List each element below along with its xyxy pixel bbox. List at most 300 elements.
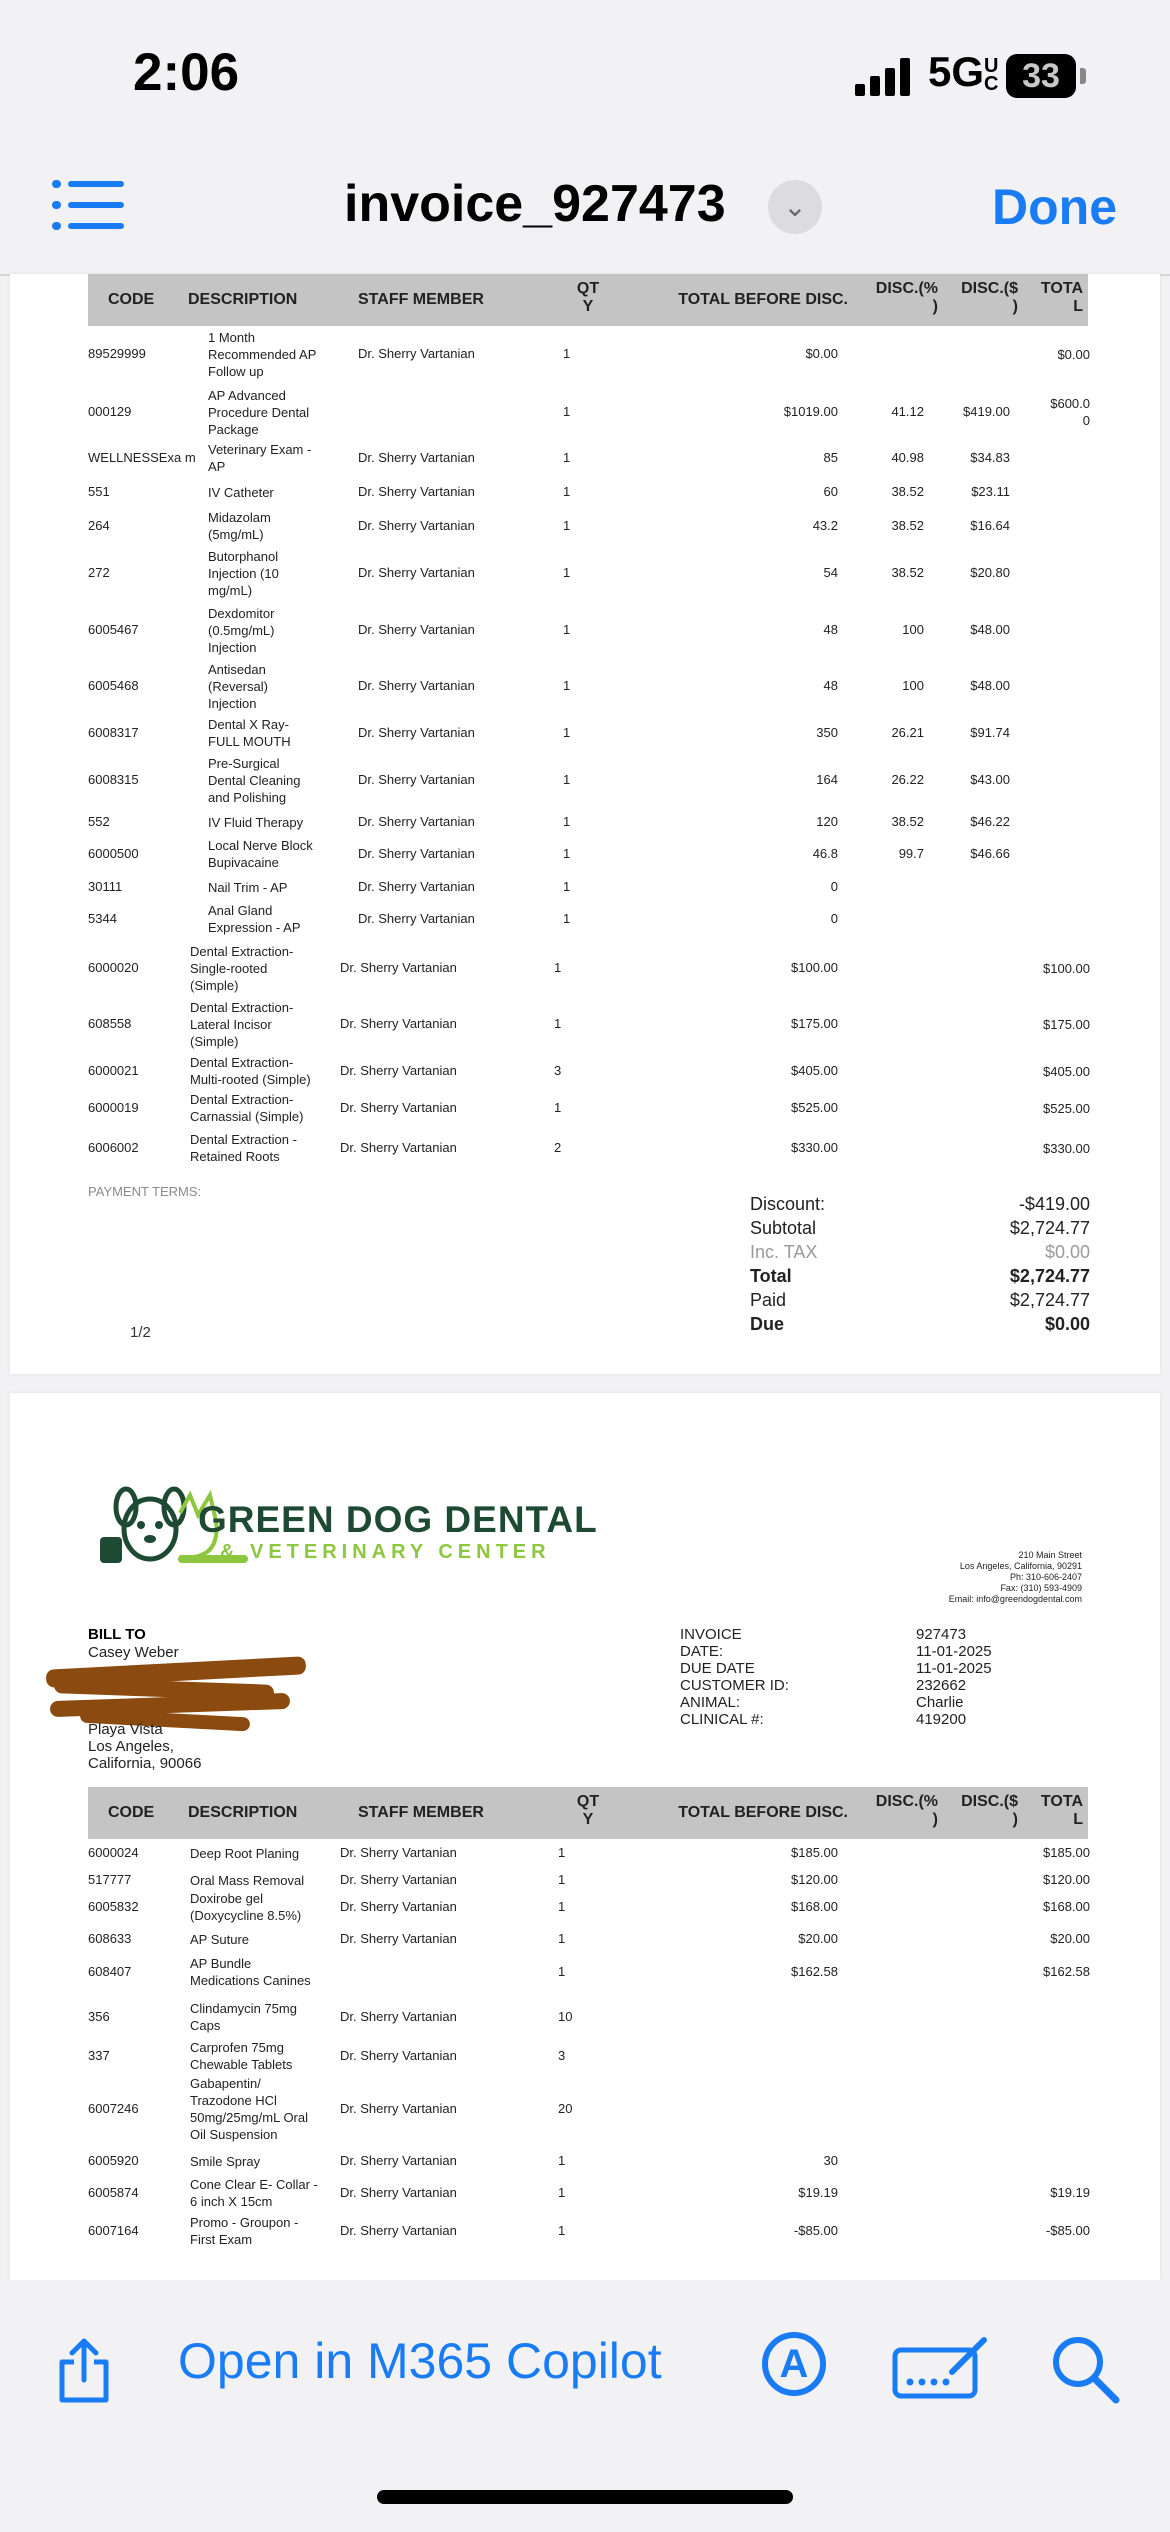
document-title[interactable]: invoice_927473 <box>344 175 726 233</box>
cell-description: Dental X Ray- <box>208 717 289 732</box>
nav-bar <box>0 140 1170 276</box>
search-icon[interactable] <box>1050 2334 1120 2404</box>
invoice-info-value: Charlie <box>916 1694 964 1711</box>
cell-description: IV Fluid Therapy <box>208 814 304 830</box>
summary-value: $0.00 <box>1044 1242 1090 1262</box>
invoice-info-label: ANIMAL: <box>680 1694 741 1711</box>
cell-description: Retained Roots <box>190 1149 280 1164</box>
cell-description: Dental Extraction- <box>190 999 294 1015</box>
cell-qty: 1 <box>563 772 571 787</box>
cell-code: 608633 <box>88 1931 132 1946</box>
cell-code: 6005874 <box>88 2185 139 2200</box>
cell-total-before: 120 <box>816 814 838 829</box>
summary-label: Total <box>750 1266 792 1286</box>
battery-tip <box>1080 68 1086 84</box>
cell-disc-pct: 41.12 <box>891 404 924 419</box>
cell-code: 6000021 <box>88 1063 139 1078</box>
cell-total-before: 164 <box>816 772 838 787</box>
cell-staff: Dr. Sherry Vartanian <box>358 879 475 894</box>
cell-disc-amt: $91.74 <box>970 725 1010 740</box>
header-disc-amt: DISC.($ <box>961 1793 1018 1810</box>
cell-total-before: $0.00 <box>805 346 838 361</box>
cell-description: Anal Gland <box>208 903 273 918</box>
invoice-info-value: 927473 <box>916 1626 967 1643</box>
cell-total-before: 350 <box>816 725 838 740</box>
header-qty: Y <box>582 298 594 315</box>
cell-description: Gabapentin/ <box>190 2076 261 2091</box>
cell-disc-pct: 38.52 <box>891 484 924 499</box>
home-indicator[interactable] <box>377 2490 793 2504</box>
cell-total-before: $100.00 <box>791 960 838 975</box>
cell-description: Package <box>208 421 259 437</box>
cell-total: $168.00 <box>1043 1899 1090 1914</box>
cell-description: Clindamycin 75mg <box>190 2001 297 2016</box>
summary-label: Inc. TAX <box>750 1242 818 1262</box>
cell-total: $100.00 <box>1043 960 1090 976</box>
payment-terms: PAYMENT TERMS: <box>88 1184 202 1199</box>
cell-description: (Doxycycline 8.5%) <box>190 1908 302 1923</box>
header-qty: QT <box>576 1793 600 1810</box>
cell-code: 6005468 <box>88 678 139 693</box>
cell-description: Dental Extraction - <box>190 1132 297 1147</box>
cell-code: 551 <box>88 484 110 499</box>
cell-staff: Dr. Sherry Vartanian <box>358 484 475 499</box>
cell-description: Pre-Surgical <box>208 755 280 771</box>
cell-staff: Dr. Sherry Vartanian <box>340 1845 457 1860</box>
cell-description: Dental Extraction- <box>190 1055 294 1070</box>
cell-total-before: 0 <box>830 911 838 926</box>
cell-total-before: -$85.00 <box>793 2223 838 2238</box>
cell-staff: Dr. Sherry Vartanian <box>358 518 475 533</box>
cell-total-before: $168.00 <box>791 1899 838 1914</box>
cell-description: Lateral Incisor <box>190 1016 272 1032</box>
cell-qty: 1 <box>563 725 571 740</box>
summary-value: -$419.00 <box>1018 1194 1090 1214</box>
cell-total-before: $185.00 <box>791 1845 838 1860</box>
cell-code: 272 <box>88 565 110 580</box>
cell-staff: Dr. Sherry Vartanian <box>358 346 475 361</box>
cell-qty: 1 <box>558 1845 566 1860</box>
cell-description: Promo - Groupon - <box>190 2215 299 2230</box>
cell-total: $120.00 <box>1043 1872 1090 1887</box>
cell-description: and Polishing <box>208 789 287 805</box>
cell-staff: Dr. Sherry Vartanian <box>358 772 475 787</box>
header-total: L <box>1073 1811 1083 1828</box>
cell-qty: 1 <box>563 622 571 637</box>
cell-staff: Dr. Sherry Vartanian <box>358 622 475 637</box>
cell-total: $20.00 <box>1050 1931 1090 1946</box>
cell-qty: 10 <box>558 2009 573 2024</box>
cell-qty: 1 <box>563 346 571 361</box>
cell-qty: 1 <box>563 879 571 894</box>
status-time: 2:06 <box>133 43 240 102</box>
cell-total: $162.58 <box>1043 1964 1090 1979</box>
summary-label: Paid <box>750 1290 787 1310</box>
cell-description: Doxirobe gel <box>190 1891 263 1906</box>
cell-code: 337 <box>88 2048 110 2063</box>
header-total: L <box>1073 298 1083 315</box>
header-disc-amt: DISC.($ <box>961 280 1018 297</box>
done-button[interactable]: Done <box>992 179 1117 235</box>
cell-qty: 1 <box>563 450 571 465</box>
clinic-subtitle: & VETERINARY CENTER <box>220 1541 551 1563</box>
cell-staff: Dr. Sherry Vartanian <box>358 725 475 740</box>
cell-total-before: $162.58 <box>791 1964 838 1979</box>
cell-code: 89529999 <box>88 346 146 361</box>
share-icon[interactable] <box>56 2338 112 2404</box>
cell-description: Deep Root Planing <box>190 1845 300 1861</box>
cell-disc-pct: 100 <box>902 622 924 637</box>
cell-code: 6006002 <box>88 1140 139 1155</box>
cell-staff: Dr. Sherry Vartanian <box>358 565 475 580</box>
clinic-address-line: Fax: (310) 593-4909 <box>1000 1583 1082 1593</box>
cell-qty: 1 <box>558 1931 566 1946</box>
cell-disc-pct: 99.7 <box>898 846 924 861</box>
cell-code: 608407 <box>88 1964 132 1979</box>
cell-qty: 1 <box>554 1100 562 1115</box>
cell-description: Caps <box>190 2018 221 2033</box>
cell-total-before: 54 <box>823 565 838 580</box>
cell-code: 517777 <box>88 1872 132 1887</box>
cell-description: Local Nerve Block <box>208 838 313 853</box>
cell-total: $175.00 <box>1043 1016 1090 1032</box>
chevron-down-icon[interactable]: ⌄ <box>768 180 822 234</box>
cell-total-before: $405.00 <box>791 1063 838 1078</box>
cell-code: 5344 <box>88 911 117 926</box>
list-icon[interactable] <box>52 180 124 230</box>
cell-total-before: 46.8 <box>812 846 838 861</box>
cell-description: 6 inch X 15cm <box>190 2194 273 2209</box>
cell-staff: Dr. Sherry Vartanian <box>340 2223 457 2238</box>
cell-total-before: $330.00 <box>791 1140 838 1155</box>
cell-code: 6007246 <box>88 2101 139 2116</box>
cell-disc-amt: $46.22 <box>970 814 1010 829</box>
cell-description: Follow up <box>208 363 264 379</box>
cell-description: AP Suture <box>190 1931 250 1947</box>
bill-to-line: Playa Vista <box>88 1721 163 1738</box>
cell-description: Carprofen 75mg <box>190 2040 284 2055</box>
cell-staff: Dr. Sherry Vartanian <box>340 1100 457 1115</box>
cell-code: 6007164 <box>88 2223 139 2238</box>
cell-description: Injection <box>208 639 257 655</box>
cell-staff: Dr. Sherry Vartanian <box>358 678 475 693</box>
bill-to-heading: BILL TO <box>88 1626 146 1643</box>
invoice-info-label: CLINICAL #: <box>680 1711 764 1728</box>
cell-qty: 1 <box>563 565 571 580</box>
header-total-before: TOTAL BEFORE DISC. <box>678 1804 848 1821</box>
cell-qty: 1 <box>563 678 571 693</box>
clinic-address-line: Los Angeles, California, 90291 <box>959 1561 1082 1571</box>
clinic-address-line: Ph: 310-606-2407 <box>1009 1572 1082 1582</box>
cell-description: Oil Suspension <box>190 2127 278 2142</box>
cell-description: AP Advanced <box>208 387 286 403</box>
cell-description: (5mg/mL) <box>208 527 264 542</box>
cell-staff: Dr. Sherry Vartanian <box>340 1140 457 1155</box>
header-code: CODE <box>108 1804 155 1821</box>
cell-description: Multi-rooted (Simple) <box>190 1072 311 1087</box>
cell-total: $330.00 <box>1043 1140 1090 1156</box>
cell-qty: 20 <box>558 2101 573 2116</box>
cell-staff: Dr. Sherry Vartanian <box>340 2153 457 2168</box>
cell-staff: Dr. Sherry Vartanian <box>358 846 475 861</box>
cell-description: Single-rooted <box>190 960 268 976</box>
network-sub: UC <box>984 54 999 95</box>
cell-description: Recommended AP <box>208 346 317 362</box>
cell-description: FULL MOUTH <box>208 734 291 749</box>
cell-disc-amt: $23.11 <box>971 484 1010 499</box>
cell-total: -$85.00 <box>1045 2223 1090 2238</box>
cell-total-before: $1019.00 <box>783 404 838 419</box>
cell-description: First Exam <box>190 2232 253 2247</box>
header-qty: Y <box>582 1811 594 1828</box>
cell-code: 6008317 <box>88 725 139 740</box>
cell-total-before: $20.00 <box>798 1931 838 1946</box>
cell-total: $405.00 <box>1043 1063 1090 1079</box>
bill-to-line: California, 90066 <box>88 1755 202 1772</box>
cell-total-before: 48 <box>823 678 838 693</box>
cell-code: 000129 <box>88 404 132 419</box>
cell-total-before: 30 <box>823 2153 838 2168</box>
cell-total: $185.00 <box>1043 1845 1090 1860</box>
header-qty: QT <box>576 280 600 297</box>
cell-description: Trazodone HCl <box>190 2093 277 2108</box>
table-header <box>88 274 1088 326</box>
cell-qty: 1 <box>558 1964 566 1979</box>
cell-disc-pct: 38.52 <box>891 518 924 533</box>
battery-icon: 33 <box>1006 54 1076 98</box>
summary-value: $0.00 <box>1044 1314 1090 1334</box>
cell-disc-amt: $20.80 <box>970 565 1010 580</box>
cell-total: $525.00 <box>1043 1100 1090 1116</box>
cell-description: Dental Extraction- <box>190 1092 294 1107</box>
cell-qty: 1 <box>563 484 571 499</box>
cell-disc-pct: 38.52 <box>891 814 924 829</box>
cell-total: 0 <box>1082 413 1090 428</box>
cell-code: 6005832 <box>88 1899 139 1914</box>
cell-code: 6000500 <box>88 846 139 861</box>
cell-disc-pct: 100 <box>902 678 924 693</box>
cell-total-before: 85 <box>823 450 838 465</box>
cell-total-before: 48 <box>823 622 838 637</box>
cell-qty: 1 <box>563 846 571 861</box>
cell-description: Expression - AP <box>208 920 301 935</box>
header-disc-pct: DISC.(% <box>875 280 938 297</box>
invoice-page-1 <box>10 274 1160 1374</box>
cell-description: Butorphanol <box>208 548 279 564</box>
cell-staff: Dr. Sherry Vartanian <box>340 2101 457 2116</box>
cell-total: $0.00 <box>1057 346 1090 362</box>
header-code: CODE <box>108 291 155 308</box>
cell-disc-amt: $34.83 <box>970 450 1010 465</box>
header-staff: STAFF MEMBER <box>358 291 484 308</box>
invoice-info-value: 232662 <box>916 1677 967 1694</box>
cell-description: mg/mL) <box>208 582 253 598</box>
cell-total-before: 43.2 <box>812 518 838 533</box>
cell-description: (0.5mg/mL) <box>208 622 275 638</box>
summary-value: $2,724.77 <box>1009 1266 1090 1286</box>
cell-description: Oral Mass Removal <box>190 1872 305 1888</box>
invoice-page-2 <box>10 1393 1160 2280</box>
cell-description: Nail Trim - AP <box>208 879 288 895</box>
header-disc-pct: DISC.(% <box>875 1793 938 1810</box>
header-staff: STAFF MEMBER <box>358 1804 484 1821</box>
cell-code: 6000020 <box>88 960 139 975</box>
clinic-address <box>949 1550 1082 1605</box>
header-disc-amt: ) <box>1012 1811 1018 1828</box>
clinic-address-line: Email: info@greendogdental.com <box>948 1594 1082 1604</box>
invoice-info-value: 419200 <box>916 1711 967 1728</box>
cell-description: 1 Month <box>208 329 255 345</box>
cell-description: Bupivacaine <box>208 855 279 870</box>
cell-disc-amt: $46.66 <box>970 846 1010 861</box>
cell-disc-amt: $48.00 <box>970 622 1010 637</box>
clinic-address-line: 210 Main Street <box>1018 1550 1082 1560</box>
bill-to-name: Casey Weber <box>88 1644 179 1661</box>
summary-label: Subtotal <box>750 1218 817 1238</box>
summary-value: $2,724.77 <box>1009 1290 1090 1310</box>
signal-icon <box>855 58 911 96</box>
cell-staff: Dr. Sherry Vartanian <box>340 1931 457 1946</box>
header-disc-amt: ) <box>1012 298 1018 315</box>
cell-description: (Simple) <box>190 977 239 993</box>
cell-staff: Dr. Sherry Vartanian <box>358 450 475 465</box>
cell-description: (Simple) <box>190 1033 239 1049</box>
invoice-info-label: DUE DATE <box>680 1660 755 1677</box>
cell-qty: 1 <box>563 404 571 419</box>
cell-staff: Dr. Sherry Vartanian <box>358 814 475 829</box>
cell-disc-amt: $419.00 <box>963 404 1010 419</box>
cell-disc-pct: 38.52 <box>891 565 924 580</box>
cell-description: Antisedan <box>208 661 266 677</box>
cell-code: 6000024 <box>88 1845 139 1860</box>
cell-description: Carnassial (Simple) <box>190 1109 304 1124</box>
bill-to-line: Los Angeles, <box>88 1738 174 1755</box>
cell-qty: 1 <box>563 814 571 829</box>
cell-description: Procedure Dental <box>208 404 310 420</box>
cell-description: Midazolam <box>208 510 271 525</box>
cell-total-before: $19.19 <box>798 2185 838 2200</box>
cell-qty: 1 <box>563 911 571 926</box>
cell-code: 30111 <box>88 879 123 894</box>
status-bar <box>0 0 1170 140</box>
cell-description: IV Catheter <box>208 484 274 500</box>
invoice-info-value: 11-01-2025 <box>916 1660 992 1677</box>
header-disc-pct: ) <box>932 1811 938 1828</box>
cell-staff: Dr. Sherry Vartanian <box>340 2185 457 2200</box>
cell-description: Dental Cleaning <box>208 772 301 788</box>
cell-description: Chewable Tablets <box>190 2057 293 2072</box>
cell-code: 552 <box>88 814 110 829</box>
clinic-name: GREEN DOG DENTAL <box>198 1499 598 1540</box>
header-description: DESCRIPTION <box>188 291 298 308</box>
cell-code: 6005920 <box>88 2153 139 2168</box>
cell-staff: Dr. Sherry Vartanian <box>358 911 475 926</box>
cell-disc-pct: 26.22 <box>891 772 924 787</box>
page-number: 1/2 <box>130 1324 151 1341</box>
markup-icon[interactable]: A <box>762 2332 826 2396</box>
cell-staff: Dr. Sherry Vartanian <box>340 1899 457 1914</box>
cell-code: 6008315 <box>88 772 139 787</box>
header-disc-pct: ) <box>932 298 938 315</box>
invoice-info-label: DATE: <box>680 1643 724 1660</box>
cell-code: 6005467 <box>88 622 139 637</box>
summary-label: Due <box>750 1314 785 1334</box>
cell-code: 6000019 <box>88 1100 139 1115</box>
header-description: DESCRIPTION <box>188 1804 298 1821</box>
invoice-info-value: 11-01-2025 <box>916 1643 992 1660</box>
cell-description: 50mg/25mg/mL Oral <box>190 2110 309 2125</box>
cell-total-before: $175.00 <box>791 1016 838 1031</box>
cell-description: AP Bundle <box>190 1956 252 1971</box>
cell-qty: 1 <box>558 1899 566 1914</box>
cell-disc-amt: $16.64 <box>970 518 1010 533</box>
cell-qty: 1 <box>558 2223 566 2238</box>
cell-code: 608558 <box>88 1016 132 1031</box>
cell-description: Dental Extraction- <box>190 943 294 959</box>
cell-code: 264 <box>88 518 110 533</box>
summary-label: Discount: <box>750 1194 826 1214</box>
cell-total: $600.0 <box>1050 396 1090 411</box>
cell-total-before: $120.00 <box>791 1872 838 1887</box>
header-total: TOTA <box>1040 1793 1083 1810</box>
cell-disc-amt: $43.00 <box>970 772 1010 787</box>
cell-qty: 1 <box>563 518 571 533</box>
header-total-before: TOTAL BEFORE DISC. <box>678 291 848 308</box>
cell-staff: Dr. Sherry Vartanian <box>340 960 457 975</box>
cell-total-before: 0 <box>830 879 838 894</box>
cell-total-before: $525.00 <box>791 1100 838 1115</box>
cell-description: Cone Clear E- Collar - <box>190 2177 318 2192</box>
cell-description: Smile Spray <box>190 2153 261 2169</box>
cell-description: Medications Canines <box>190 1973 311 1988</box>
cell-description: Injection <box>208 695 257 711</box>
cell-qty: 1 <box>558 2153 566 2168</box>
keyboard-signature-icon[interactable] <box>892 2336 988 2400</box>
invoice-info-label: CUSTOMER ID: <box>680 1677 789 1694</box>
cell-staff: Dr. Sherry Vartanian <box>340 1063 457 1078</box>
cell-code: WELLNESSExa m <box>88 450 196 465</box>
cell-qty: 3 <box>554 1063 562 1078</box>
cell-disc-amt: $48.00 <box>970 678 1010 693</box>
cell-staff: Dr. Sherry Vartanian <box>340 2048 457 2063</box>
cell-disc-pct: 26.21 <box>891 725 924 740</box>
cell-staff: Dr. Sherry Vartanian <box>340 1016 457 1031</box>
network-label: 5GUC <box>928 48 999 95</box>
cell-total: $19.19 <box>1050 2185 1090 2200</box>
invoice-info-label: INVOICE <box>680 1626 742 1643</box>
cell-qty: 2 <box>554 1140 562 1155</box>
cell-description: (Reversal) <box>208 678 268 694</box>
cell-code: 356 <box>88 2009 110 2024</box>
cell-description: AP <box>208 459 226 474</box>
cell-qty: 1 <box>554 960 562 975</box>
cell-staff: Dr. Sherry Vartanian <box>340 1872 457 1887</box>
header-total: TOTA <box>1040 280 1083 297</box>
cell-qty: 1 <box>554 1016 562 1031</box>
cell-staff: Dr. Sherry Vartanian <box>340 2009 457 2024</box>
open-in-copilot-button[interactable]: Open in M365 Copilot <box>178 2333 662 2389</box>
cell-description: Injection (10 <box>208 565 279 581</box>
summary-value: $2,724.77 <box>1009 1218 1090 1238</box>
table-header <box>88 1787 1088 1839</box>
cell-qty: 1 <box>558 1872 566 1887</box>
cell-description: Veterinary Exam - <box>208 442 312 457</box>
cell-qty: 3 <box>558 2048 566 2063</box>
cell-disc-pct: 40.98 <box>891 450 924 465</box>
cell-description: Dexdomitor <box>208 605 275 621</box>
cell-total-before: 60 <box>823 484 838 499</box>
cell-qty: 1 <box>558 2185 566 2200</box>
